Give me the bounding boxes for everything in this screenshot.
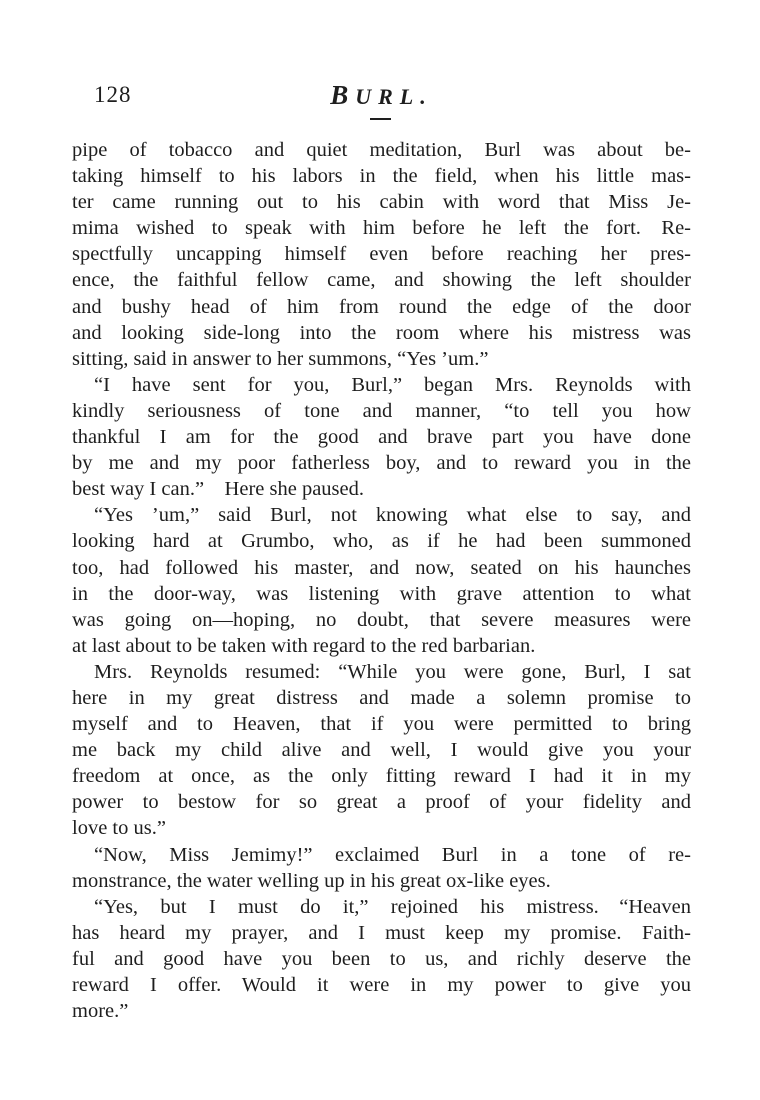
text-line: too, had followed his master, and now, seated on his haunches xyxy=(72,556,691,579)
page-body xyxy=(72,137,691,1024)
text-line: in the door-way, was listening with grave attention to what xyxy=(72,582,691,605)
text-line: freedom at once, as the only fitting reward I had it in my xyxy=(72,765,691,788)
running-title: BURL. xyxy=(330,80,433,110)
text-line: at last about to be taken with regard to the red barbarian. xyxy=(72,634,536,657)
text-line: here in my great distress and made a solemn promise to xyxy=(72,686,691,709)
text-line: best way I can.” Here she paused. xyxy=(72,478,365,501)
text-line: and bushy head of him from round the edge of the door xyxy=(72,295,691,318)
text-line: reward I offer. Would it were in my power to give you xyxy=(72,974,691,996)
text-line: love to us.” xyxy=(72,817,166,840)
text-line: kindly seriousness of tone and manner, “to tell you how xyxy=(72,399,691,422)
text-line: “Now, Miss Jemimy!” exclaimed Burl in a tone of re- xyxy=(94,843,691,866)
text-line: monstrance, the water welling up in his great ox-like eyes. xyxy=(72,869,551,892)
page-number: 128 xyxy=(94,82,132,107)
text-line: and looking side-long into the room where his mistress was xyxy=(72,321,691,344)
text-line: Mrs. Reynolds resumed: “While you were gone, Burl, I sat xyxy=(94,660,691,683)
text-line: spectfully uncapping himself even before reaching her pres- xyxy=(72,243,691,266)
text-line: thankful I am for the good and brave part you have done xyxy=(72,426,691,449)
text-line: me back my child alive and well, I would give you your xyxy=(72,739,691,762)
text-line: “I have sent for you, Burl,” began Mrs. Reynolds with xyxy=(94,373,691,396)
text-line: by me and my poor fatherless boy, and to reward you in the xyxy=(72,452,691,475)
text-line: looking hard at Grumbo, who, as if he had been summoned xyxy=(72,530,691,553)
text-line: was going on—hoping, no doubt, that severe measures were xyxy=(72,608,691,631)
text-line: taking himself to his labors in the field, when his little mas- xyxy=(72,165,691,188)
text-line: power to bestow for so great a proof of your fidelity and xyxy=(72,791,691,814)
text-line: mima wished to speak with him before he left the fort. Re- xyxy=(72,217,691,240)
text-line: pipe of tobacco and quiet meditation, Burl was about be- xyxy=(72,139,691,161)
text-line: myself and to Heaven, that if you were permitted to bring xyxy=(72,713,691,736)
text-line: “Yes ’um,” said Burl, not knowing what else to say, and xyxy=(94,504,691,527)
text-line: ful and good have you been to us, and richly deserve the xyxy=(72,947,691,970)
text-line: ence, the faithful fellow came, and showing the left shoulder xyxy=(72,269,691,292)
text-line: “Yes, but I must do it,” rejoined his mistress. “Heaven xyxy=(94,895,691,918)
text-line: sitting, said in answer to her summons, “Yes ’um.” xyxy=(72,347,489,370)
text-line: more.” xyxy=(72,1000,129,1023)
text-line: has heard my prayer, and I must keep my promise. Faith- xyxy=(72,921,691,944)
text-line: ter came running out to his cabin with word that Miss Je- xyxy=(72,191,691,214)
title-rule xyxy=(370,118,391,120)
